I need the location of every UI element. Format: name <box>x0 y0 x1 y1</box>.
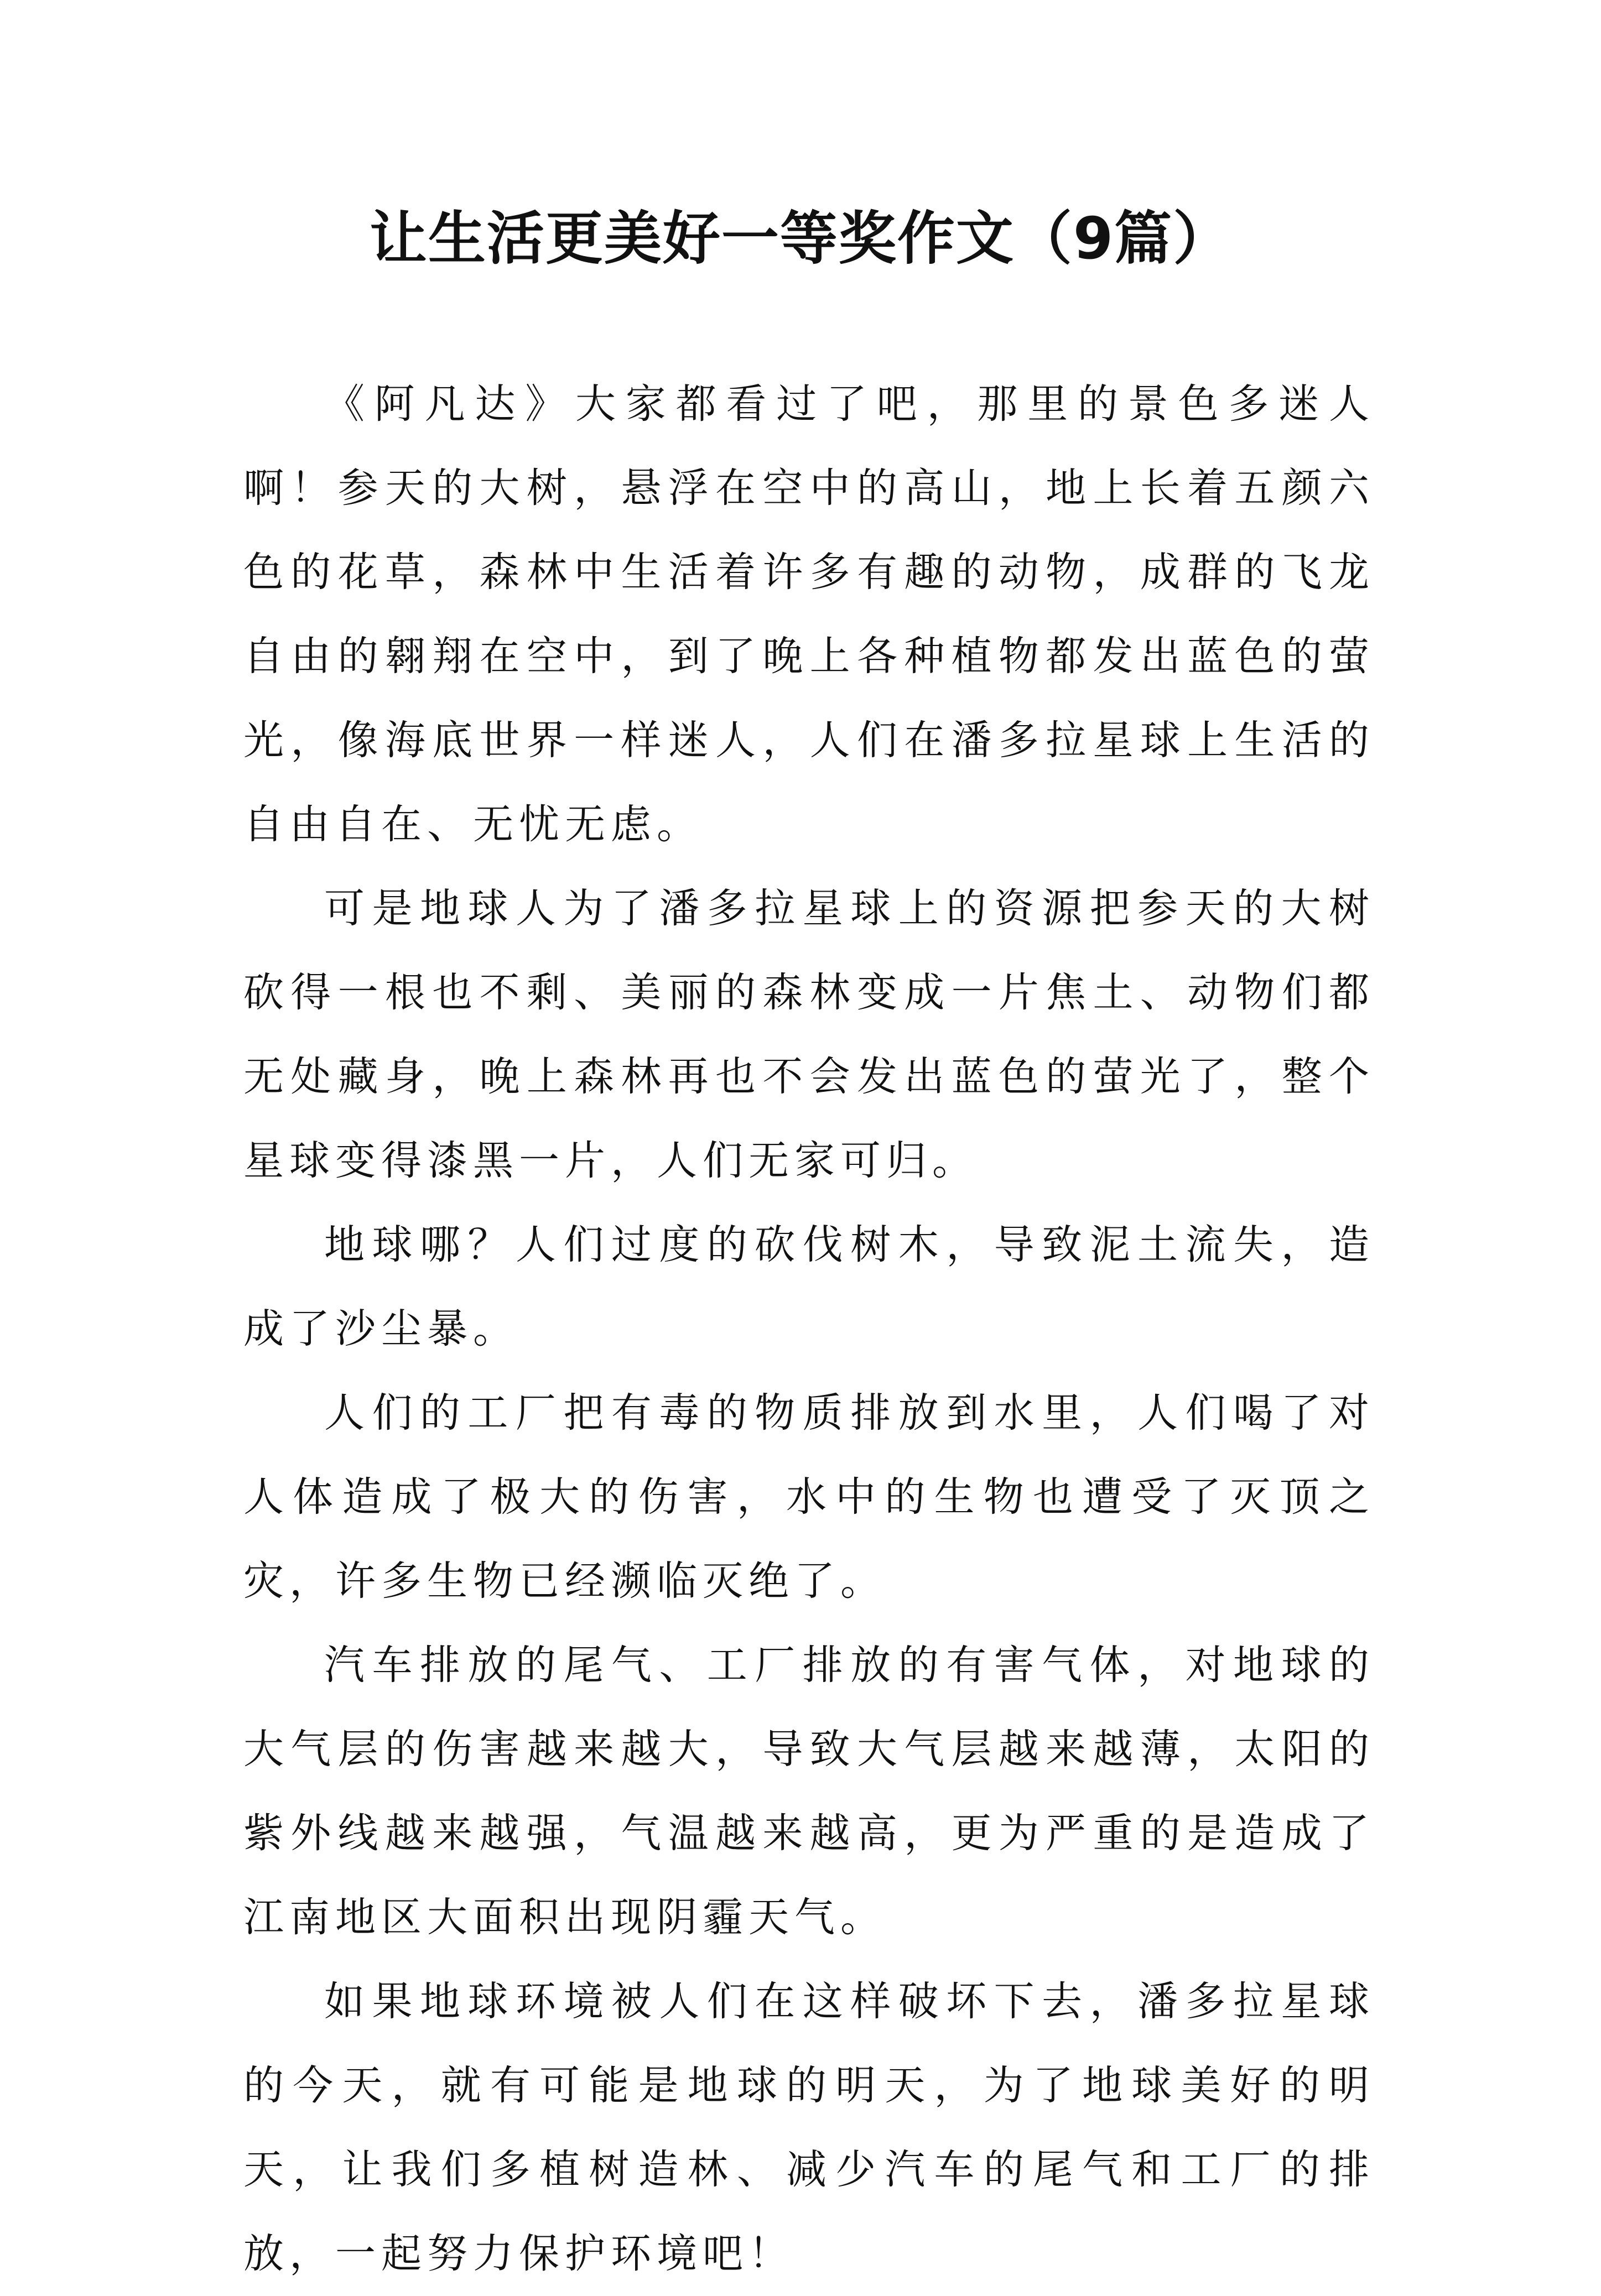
document-title: 让生活更美好一等奖作文（9篇） <box>369 205 1232 272</box>
paragraph-6: 如果地球环境被人们在这样破坏下去，潘多拉星球的今天，就有可能是地球的明天，为了地球美好的明天，让我们多植树造林、减少汽车的尾气和工厂的排放，一起努力保护环境吧！ <box>243 1978 1375 2277</box>
paragraph-1: 《阿凡达》大家都看过了吧，那里的景色多迷人啊！参天的大树，悬浮在空中的高山，地上长着五颜六色的花草，森林中生活着许多有趣的动物，成群的飞龙自由的翱翔在空中，到了晚上各种植物都发出蓝色的萤光，像海底世界一样迷人，人们在潘多拉星球上生活的自由自在、无忧无虑。 <box>243 381 1375 848</box>
paragraph-2: 可是地球人为了潘多拉星球上的资源把参天的大树砍得一根也不剩、美丽的森林变成一片焦土、动物们都无处藏身，晚上森林再也不会发出蓝色的萤光了，整个星球变得漆黑一片，人们无家可归。 <box>243 885 1375 1184</box>
document-body <box>243 362 1375 2296</box>
paragraph-3: 地球哪？人们过度的砍伐树木，导致泥土流失，造成了沙尘暴。 <box>243 1221 1375 1352</box>
paragraph-4: 人们的工厂把有毒的物质排放到水里，人们喝了对人体造成了极大的伤害，水中的生物也遭受了灭顶之灾，许多生物已经濒临灭绝了。 <box>243 1389 1375 1605</box>
paragraph-5: 汽车排放的尾气、工厂排放的有害气体，对地球的大气层的伤害越来越大，导致大气层越来越薄，太阳的紫外线越来越强，气温越来越高，更为严重的是造成了江南地区大面积出现阴霾天气。 <box>243 1642 1375 1941</box>
